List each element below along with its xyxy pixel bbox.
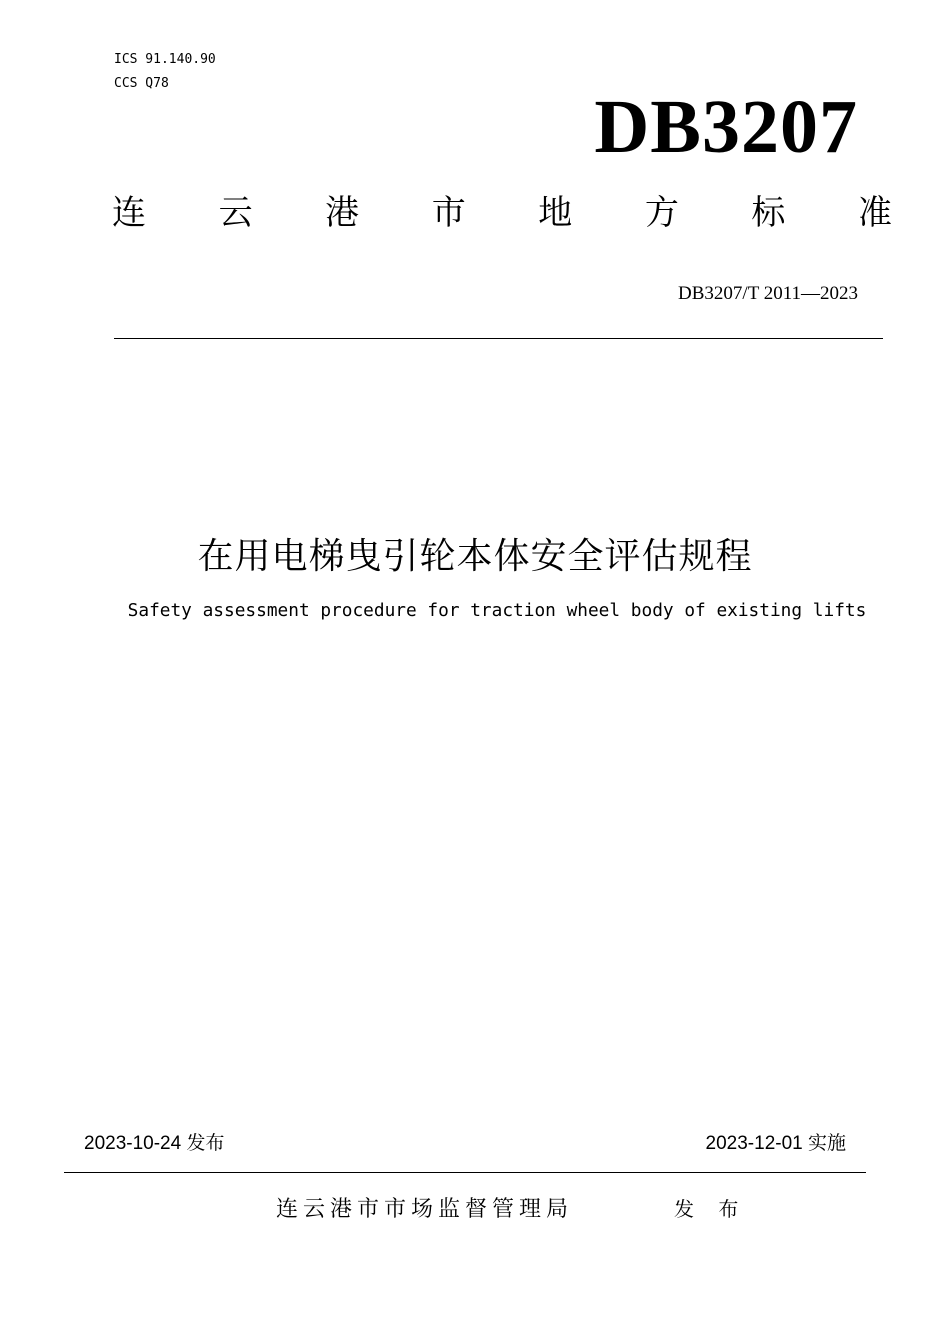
standard-logo: DB3207 <box>594 85 858 169</box>
document-title-english: Safety assessment procedure for traction wheel body of existing lifts <box>127 600 867 621</box>
standard-type-char: 港 <box>325 192 360 233</box>
standard-type-char: 市 <box>431 192 466 233</box>
ics-code: ICS 91.140.90 <box>114 52 216 67</box>
document-title-chinese: 在用电梯曳引轮本体安全评估规程 <box>197 536 753 577</box>
implementation-date: 2023-12-01 实施 <box>705 1133 846 1154</box>
standard-type-char: 地 <box>538 192 573 233</box>
header-divider <box>114 338 883 339</box>
footer-divider <box>64 1172 866 1173</box>
issue-label: 发 布 <box>674 1197 748 1221</box>
standard-type-char: 方 <box>644 192 679 233</box>
standard-type-char: 准 <box>857 192 892 233</box>
standard-type-heading <box>112 184 892 234</box>
issue-date: 2023-10-24 发布 <box>84 1133 225 1154</box>
ccs-code: CCS Q78 <box>114 76 169 91</box>
issuing-authority: 连云港市市场监督管理局 <box>276 1197 574 1222</box>
standard-type-char: 连 <box>112 192 146 233</box>
standard-number: DB3207/T 2011—2023 <box>678 283 858 304</box>
standard-type-char: 标 <box>751 192 786 233</box>
classification-codes <box>114 48 216 96</box>
standard-type-char: 云 <box>218 192 253 233</box>
